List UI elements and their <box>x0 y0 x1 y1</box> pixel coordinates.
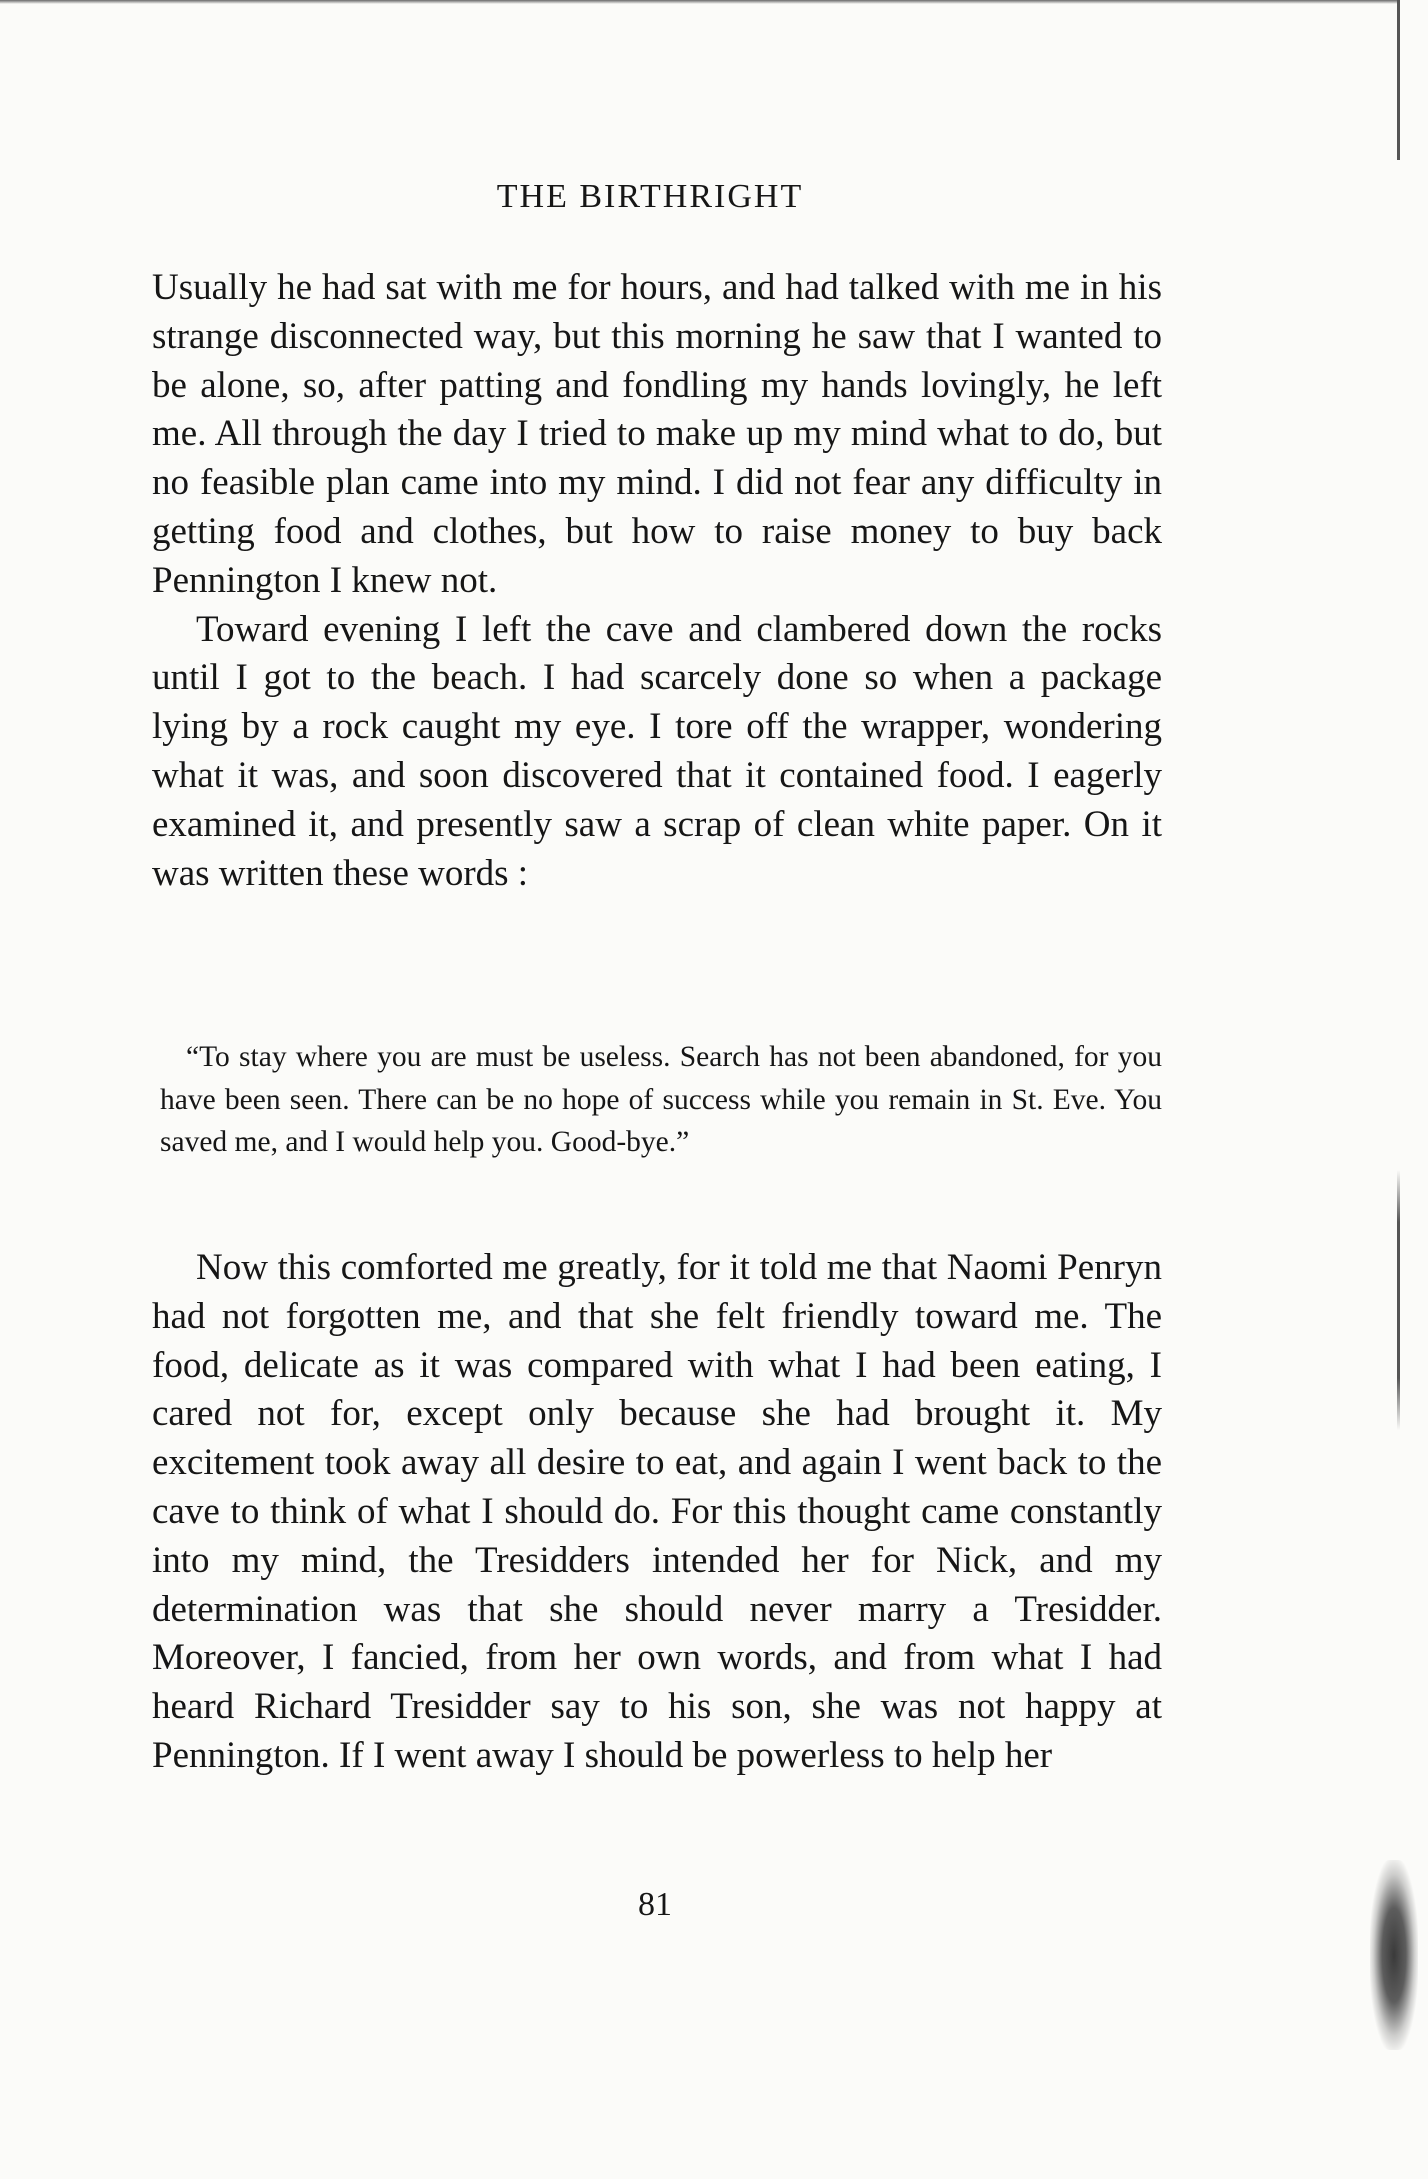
paragraph-1: Usually he had sat with me for hours, and had talked with me in his strange disconnected way, but this morning he saw that I wanted to be alone, so, after patting and fondling my hands lovingly, he left me. All through the day I tried to make up my mind what to do, but no feasible plan came into my mind. I did not fear any difficulty in getting food and clothes, but how to raise money to buy back Pennington I knew not. <box>152 267 1162 601</box>
running-head: THE BIRTHRIGHT <box>496 178 804 215</box>
paragraph-2: Toward evening I left the cave and clambered down the rocks until I got to the beach. I had scarcely done so when a package lying by a rock caught my eye. I tore off the wrapper, wondering what it was, and soon discovered that it contained food. I eagerly examined it, and presently saw a scrap of clean white paper. On it was written these words : <box>152 608 1162 894</box>
scan-smudge <box>1370 1860 1418 2050</box>
paragraph-block-1 <box>152 264 1162 898</box>
paragraph-3: Now this comforted me greatly, for it told me that Naomi Penryn had not forgotten me, and that she felt friendly toward me. The food, delicate as it was compared with what I had been eating, I cared not for, except only because she had brought it. My excitement took away all desire to eat, and again I went back to the cave to think of what I should do. For this thought came constantly into my mind, the Tresidders intended her for Nick, and my determination was that she should never marry a Tresidder. Moreover, I fancied, from her own words, and from what I had heard Richard Tresidder say to his son, she was not happy at Pennington. If I went away I should be powerless to help her <box>152 1247 1162 1776</box>
page-right-edge <box>1397 0 1400 160</box>
page-number: 81 <box>638 1886 672 1923</box>
paragraph-block-2 <box>152 1244 1162 1781</box>
page-right-edge-lower <box>1397 1170 1400 1430</box>
page-top-edge <box>0 0 1400 4</box>
quoted-letter: “To stay where you are must be useless. Search has not been abandoned, for you have been seen. There can be no hope of success while you remain in St. Eve. You saved me, and I would help you. Good-bye.” <box>160 1041 1162 1158</box>
